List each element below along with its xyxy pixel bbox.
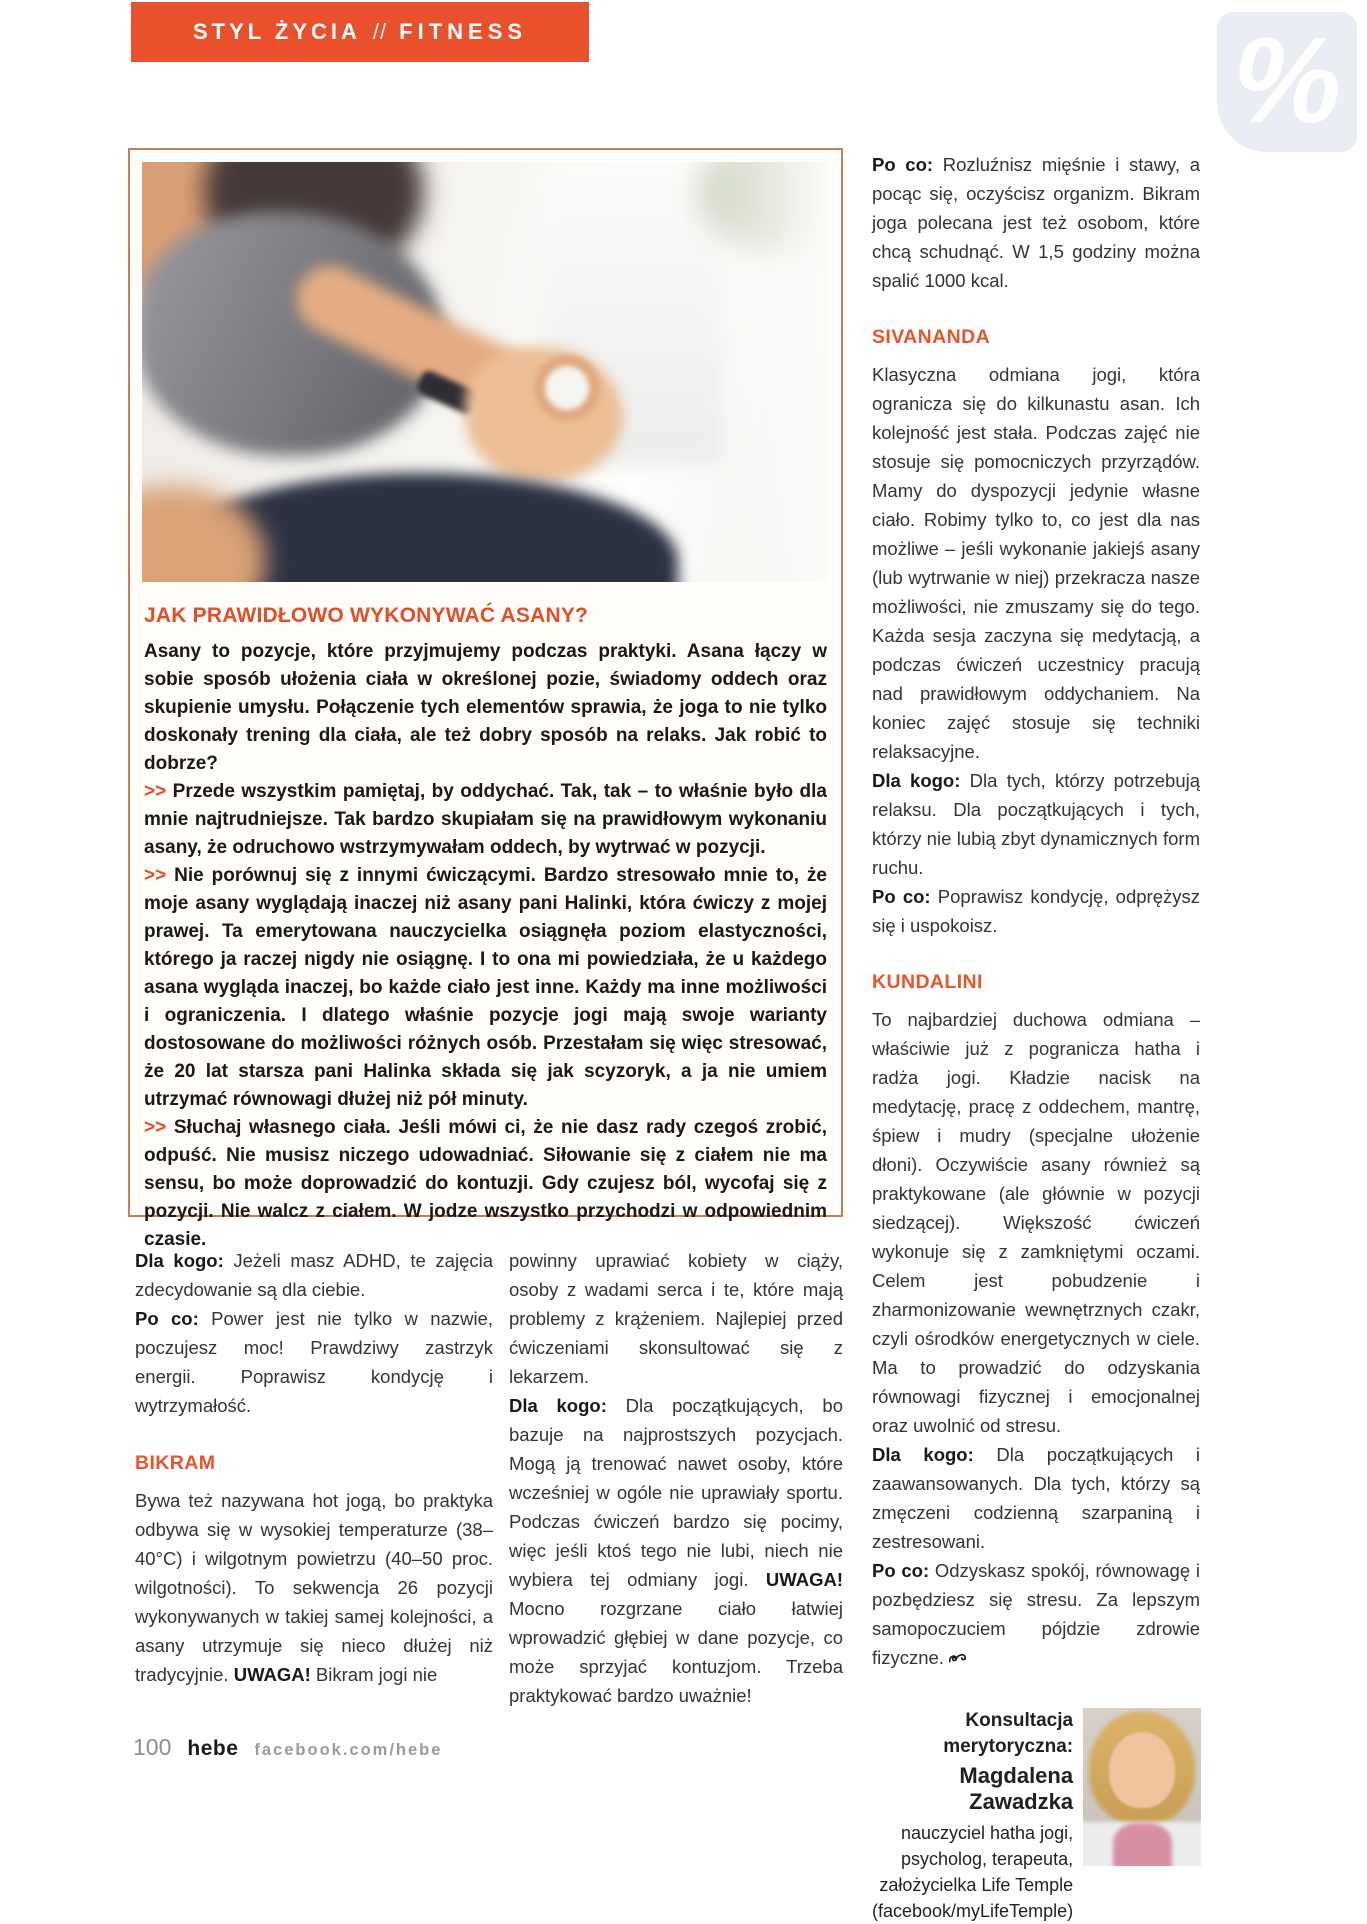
consultation-block bbox=[872, 1708, 1200, 1924]
dla-kogo-text: Jeżeli masz ADHD, te zajęcia zdecydowanie są dla ciebie. bbox=[135, 1250, 494, 1300]
tip-marker-icon: >> bbox=[144, 865, 167, 886]
consultant-role: założycielka Life Temple bbox=[879, 1875, 1074, 1895]
po-co-label: Po co: bbox=[135, 1308, 199, 1329]
po-co-text: Poprawisz kondycję, odprężysz się i uspokoisz. bbox=[872, 886, 1201, 936]
photo-right-fade bbox=[712, 162, 829, 582]
dla-kogo-text: Dla tych, którzy potrzebują relaksu. Dla początkujących i tych, którzy nie lubią zbyt dynamicznych form ruchu. bbox=[872, 770, 1201, 878]
end-of-article-ornament bbox=[948, 1652, 968, 1664]
kundalini-body: To najbardziej duchowa odmiana – właściwie już z pogranicza hatha i radża jogi. Kładzie nacisk na medytację, pracę z oddechem, mantrę, śpiew i mudry (specjalne ułożenie dłoni). Oczywiście asany również są praktykowane (ale głównie w pozycji siedzącej). Większość ćwiczeń wykonuje się z zamkniętymi oczami. Celem jest pobudzenie i zharmonizowanie wewnętrznych czakr, czyli ośrodków energetycznych w ciele. Ma to prowadzić do odzyskania równowagi fizycznej i emocjonalnej oraz uwolnić od stresu. bbox=[872, 1009, 1200, 1436]
po-co-label: Po co: bbox=[872, 1560, 930, 1581]
po-co-label: Po co: bbox=[872, 886, 931, 907]
feature-box bbox=[128, 148, 843, 1250]
bikram-text: Bikram jogi nie bbox=[310, 1664, 438, 1685]
consultation-text bbox=[872, 1708, 1083, 1924]
bottom-column-left bbox=[135, 1246, 493, 1689]
warning-label: UWAGA! bbox=[765, 1569, 843, 1590]
photo-mudra-gesture bbox=[534, 355, 600, 421]
banner-topic-label: FITNESS bbox=[399, 19, 528, 44]
bikram-text: Bywa też nazywana hot jogą, bo praktyka odbywa się w wysokiej temperaturze (38–40°C) i wilgotnym powietrzu (40–50 proc. wilgotności). To sekwencja 26 pozycji wykonywanych w takiej samej kolejności, a asany utrzymuje się nieco dłużej niż tradycyjnie. bbox=[135, 1490, 493, 1685]
feature-tip bbox=[144, 1114, 827, 1254]
section-banner bbox=[131, 2, 589, 62]
percent-icon: % bbox=[1232, 12, 1342, 148]
portrait-face bbox=[1109, 1732, 1175, 1808]
dla-kogo-paragraph bbox=[872, 1440, 1200, 1556]
bottom-column-middle bbox=[509, 1246, 843, 1710]
po-co-paragraph bbox=[135, 1304, 493, 1420]
heading-bikram: BIKRAM bbox=[135, 1452, 216, 1474]
dla-kogo-text: Dla początkujących, bo bazuje na najprostszych pozycjach. Mogą ją trenować nawet osoby, które wcześniej w ogóle nie uprawiały sportu. Podczas ćwiczeń bardzo się pocimy, więc jeśli ktoś tego nie lubi, niech nie wybiera tej odmiany jogi. bbox=[509, 1395, 844, 1590]
po-co-text: Power jest nie tylko w nazwie, poczujesz moc! Prawdziwy zastrzyk energii. Poprawisz kondycję i wytrzymałość. bbox=[135, 1308, 494, 1416]
dla-kogo-text: Dla początkujących i zaawansowanych. Dla tych, którzy są zmęczeni codzienną szarpaniną i zestresowani. bbox=[872, 1444, 1200, 1552]
banner-section-label: STYL ŻYCIA bbox=[192, 19, 361, 44]
dla-kogo-label: Dla kogo: bbox=[872, 1444, 974, 1465]
feature-intro: Asany to pozycje, które przyjmujemy podczas praktyki. Asana łączy w sobie sposób ułożenia ciała w określonej pozie, świadomy oddech oraz skupienie umysłu. Połączenie tych elementów sprawia, że joga to nie tylko doskonały trening dla ciała, ale też dobry sposób na relaks. Jak robić to dobrze? bbox=[144, 641, 827, 774]
tip-marker-icon: >> bbox=[144, 781, 167, 802]
feature-tip bbox=[144, 862, 827, 1114]
consultant-name: Magdalena Zawadzka bbox=[959, 1763, 1074, 1814]
dla-kogo-label: Dla kogo: bbox=[872, 770, 961, 791]
right-column bbox=[872, 150, 1200, 1924]
warning-label: UWAGA! bbox=[233, 1664, 311, 1685]
bikram-body bbox=[135, 1486, 493, 1689]
page-number: 100 bbox=[133, 1734, 172, 1760]
po-co-text: Odzyskasz spokój, równowagę i pozbędziesz się stresu. Za lepszym samopoczuciem pójdzie zdrowie fizyczne. bbox=[872, 1560, 1201, 1668]
dla-kogo-paragraph bbox=[135, 1246, 493, 1304]
percent-watermark bbox=[1217, 12, 1357, 152]
dla-kogo-label: Dla kogo: bbox=[509, 1395, 607, 1416]
yoga-meditation-photo bbox=[142, 162, 829, 582]
hebe-logo: hebe bbox=[187, 1737, 239, 1760]
dla-kogo-paragraph bbox=[509, 1391, 843, 1710]
tip-text: Słuchaj własnego ciała. Jeśli mówi ci, że nie dasz rady czegoś zrobić, odpuść. Nie musisz niczego udowadniać. Siłowanie się z ciałem nie ma sensu, bo może doprowadzić do kontuzji. Gdy czujesz ból, wycofaj się z pozycji. Nie walcz z ciałem. W jodze wszystko przychodzi w odpowiednim czasie. bbox=[144, 1117, 828, 1250]
tip-text: Przede wszystkim pamiętaj, by oddychać. Tak, tak – to właśnie było dla mnie najtrudniejsze. Tak bardzo skupiałam się na prawidłowym wykonaniu asany, że odruchowo wstrzymywałam oddech, by wytrwać w pozycji. bbox=[144, 781, 827, 858]
feature-tip bbox=[144, 778, 827, 862]
po-co-label: Po co: bbox=[872, 154, 934, 175]
consultant-role: nauczyciel hatha jogi, bbox=[900, 1823, 1074, 1843]
bikram-continued: powinny uprawiać kobiety w ciąży, osoby z wadami serca i te, które mają problemy z krążeniem. Najlepiej przed ćwiczeniami skonsultować się z lekarzem. bbox=[509, 1250, 843, 1387]
consultant-role: psycholog, terapeuta, bbox=[900, 1849, 1074, 1869]
consultant-social: (facebook/myLifeTemple) bbox=[872, 1901, 1074, 1921]
heading-sivananda: SIVANANDA bbox=[872, 326, 991, 348]
consultant-photo bbox=[1083, 1708, 1201, 1866]
dla-kogo-paragraph bbox=[872, 766, 1200, 882]
feature-title: JAK PRAWIDŁOWO WYKONYWAĆ ASANY? bbox=[144, 604, 589, 627]
facebook-url: facebook.com/hebe bbox=[254, 1741, 443, 1759]
consultation-label: Konsultacja merytoryczna: bbox=[943, 1710, 1074, 1757]
tip-text: Nie porównuj się z innymi ćwiczącymi. Bardzo stresowało mnie to, że moje asany wyglądają inaczej niż asany pani Halinki, która ćwiczy z mojej prawej. Ta emerytowana nauczycielka osiągnęła poziom elastyczności, którego ja raczej nigdy nie osiągnę. I to ona mi powiedziała, że u każdego asana wygląda inaczej, bo każde ciało jest inne. Każdy ma inne możliwości i ograniczenia. I dlatego właśnie pozycje jogi mają swoje warianty dostosowane do możliwości różnych osób. Przestałam się więc stresować, że 20 lat starsza pani Halinka składa się jak scyzoryk, a ja nie umiem utrzymać równowagi dłużej niż pół minuty. bbox=[144, 865, 827, 1110]
page-footer bbox=[133, 1734, 442, 1761]
po-co-paragraph bbox=[872, 1556, 1200, 1672]
sivananda-body: Klasyczna odmiana jogi, która ogranicza się do kilkunastu asan. Ich kolejność jest stała. Podczas zajęć nie stosuje się pomocniczych przyrządów. Mamy do dyspozycji jedynie własne ciało. Robimy tylko to, co jest dla nas możliwe – jeśli wykonanie jakiejś asany (lub wytrwanie w niej) przekracza nasze możliwości, nie zmuszamy się do tego. Każda sesja zaczyna się medytacją, a podczas ćwiczeń uczestnicy pracują nad prawidłowym oddychaniem. Na koniec zajęć stosuje się techniki relaksacyjne. bbox=[872, 364, 1200, 762]
po-co-text: Rozluźnisz mięśnie i stawy, a pocąc się, oczyścisz organizm. Bikram joga polecana jest też osobom, które chcą schudnąć. W 1,5 godziny można spalić 1000 kcal. bbox=[872, 154, 1201, 291]
heading-kundalini: KUNDALINI bbox=[872, 971, 983, 993]
po-co-paragraph bbox=[872, 882, 1200, 940]
dla-kogo-text: Mocno rozgrzane ciało łatwiej wprowadzić głębiej w dane pozycje, co może sprzyjać kontuzjom. Trzeba praktykować bardzo uważnie! bbox=[509, 1598, 843, 1706]
banner-separator: // bbox=[372, 19, 388, 44]
tip-marker-icon: >> bbox=[144, 1117, 167, 1138]
dla-kogo-label: Dla kogo: bbox=[135, 1250, 224, 1271]
portrait-scarf bbox=[1113, 1823, 1172, 1866]
po-co-paragraph bbox=[872, 150, 1200, 295]
